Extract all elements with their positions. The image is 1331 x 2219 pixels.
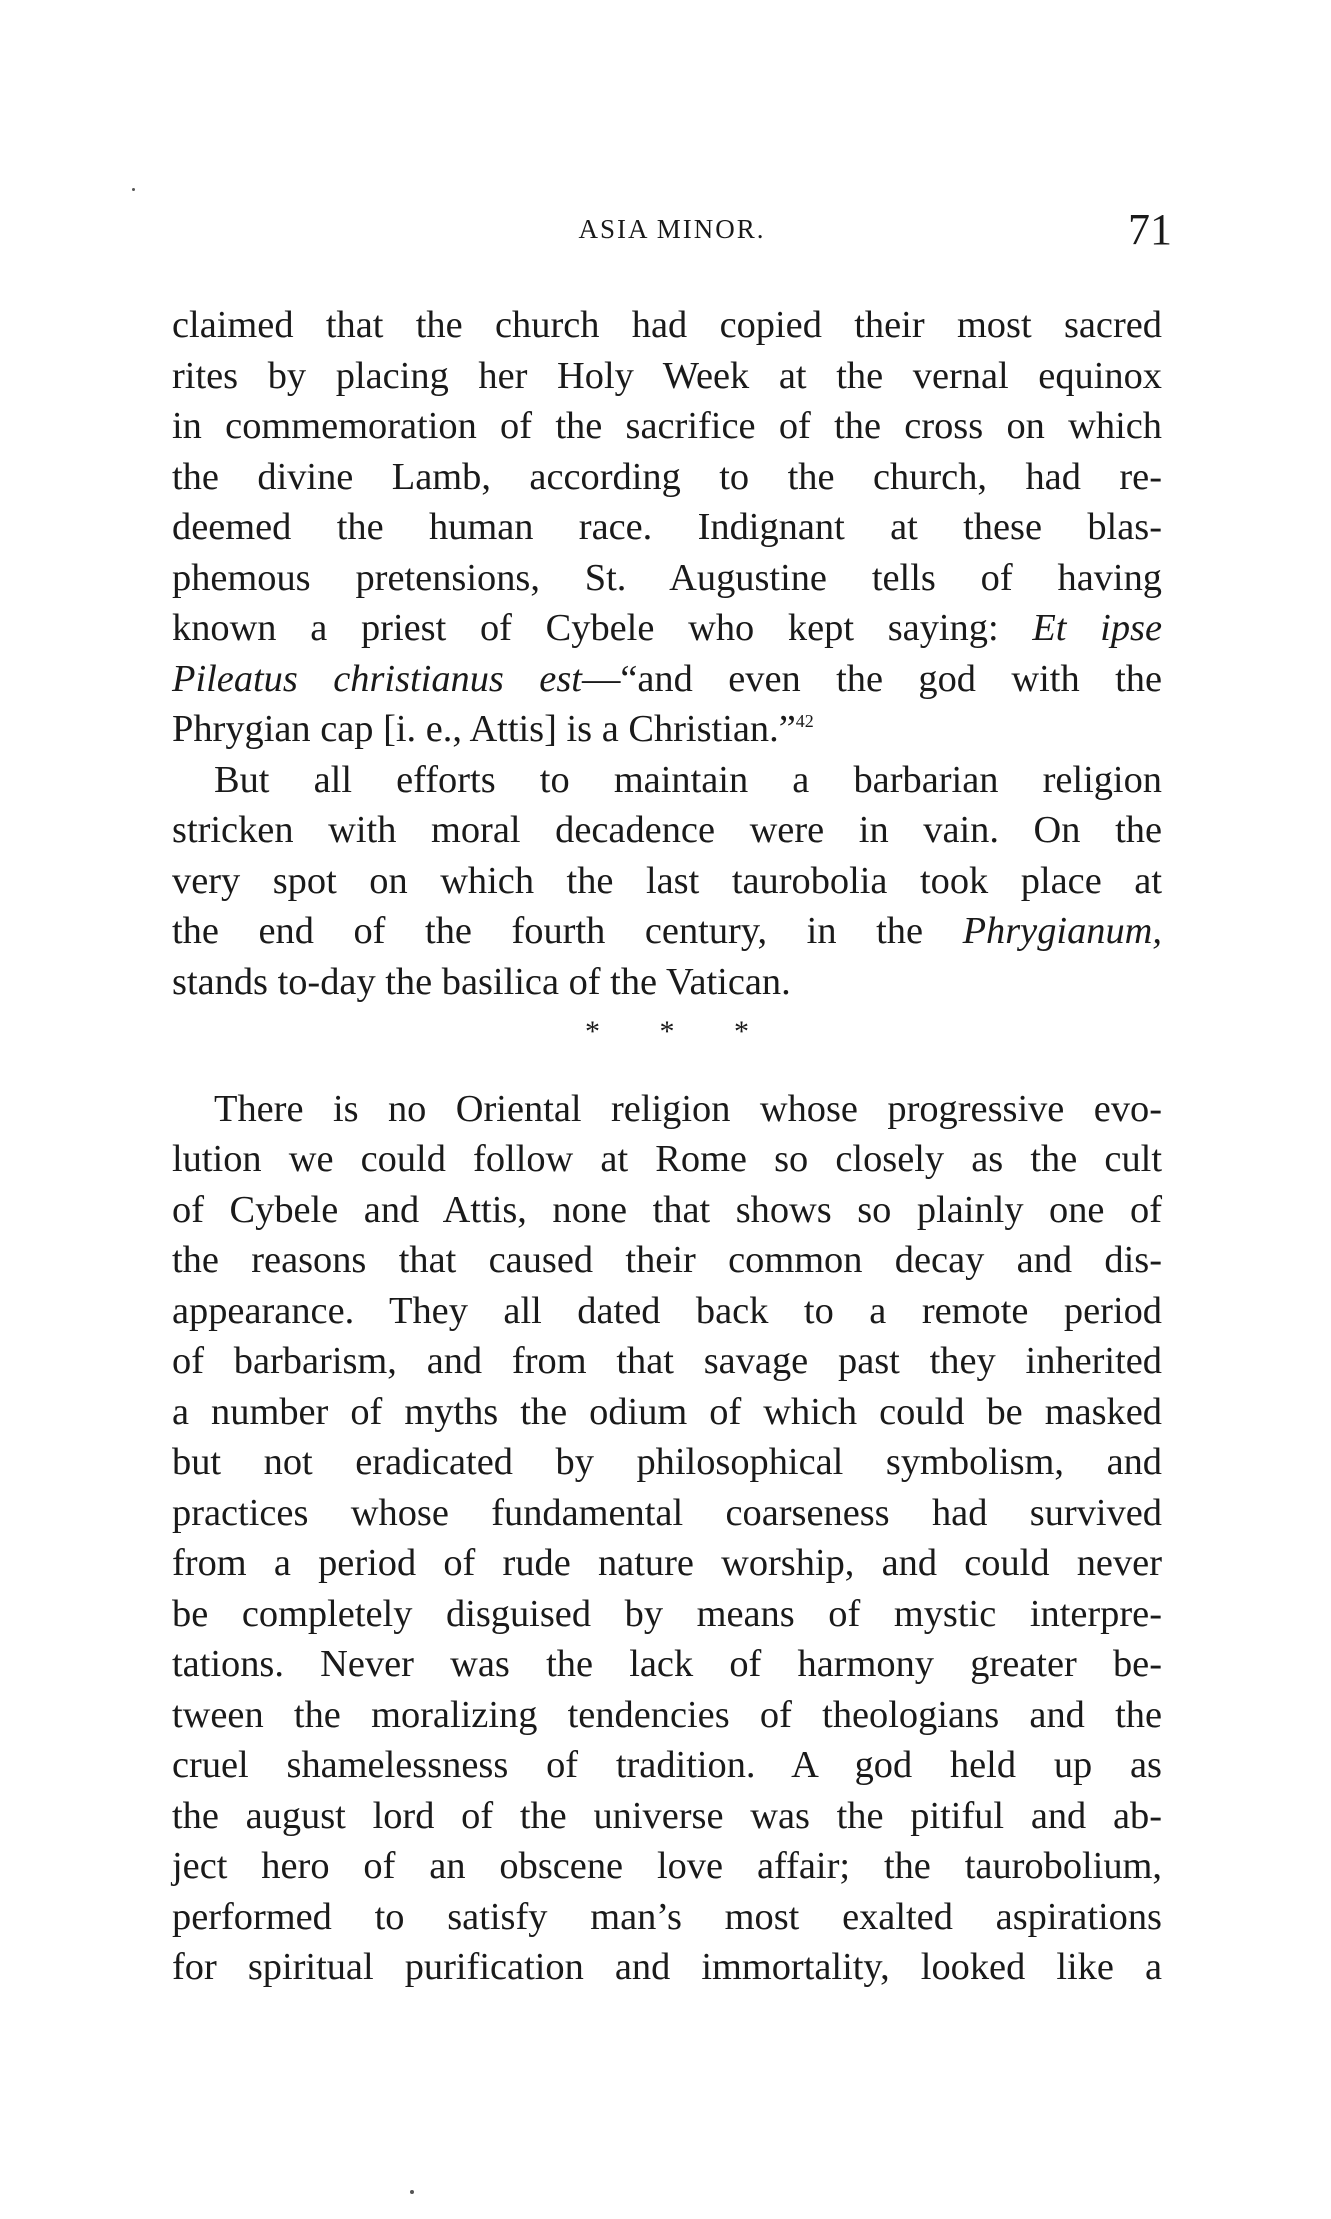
text-line: be completely disguised by means of mystic interpre-	[172, 1592, 1162, 1635]
text-line: of barbarism, and from that savage past they inherited	[172, 1340, 1162, 1382]
text-line: the divine Lamb, according to the church, had re-	[172, 455, 1162, 498]
text-line: stricken with moral decadence were in vain. On the	[172, 809, 1162, 851]
text-fragment: the end of the fourth century, in the	[172, 910, 963, 952]
running-head	[172, 204, 1172, 264]
text-line: of Cybele and Attis, none that shows so plainly one of	[172, 1188, 1162, 1231]
text-line: from a period of rude nature worship, and could never	[172, 1542, 1162, 1584]
latin-quote: Et ipse	[1032, 607, 1162, 649]
text-line: But all efforts to maintain a barbarian religion	[214, 758, 1162, 801]
print-speck	[132, 188, 135, 191]
body-text	[172, 300, 1162, 1993]
text-line: lution we could follow at Rome so closely as the cult	[172, 1138, 1162, 1180]
text-line: ject hero of an obscene love affair; the taurobolium,	[172, 1845, 1162, 1887]
text-fragment: Phrygian cap [i. e., Attis] is a Christian.”	[172, 708, 796, 750]
italic-term: Phrygianum,	[962, 910, 1162, 952]
text-line: claimed that the church had copied their most sacred	[172, 304, 1162, 346]
section-gap	[172, 1058, 1162, 1084]
text-line: rites by placing her Holy Week at the vernal equinox	[172, 354, 1162, 397]
text-line: very spot on which the last taurobolia took place at	[172, 859, 1162, 902]
text-line: stands to-day the basilica of the Vatican.	[172, 960, 791, 1003]
text-line: for spiritual purification and immortality, looked like a	[172, 1946, 1162, 1988]
text-line: practices whose fundamental coarseness had survived	[172, 1491, 1162, 1534]
text-line: in commemoration of the sacrifice of the cross on which	[172, 405, 1162, 447]
text-line: a number of myths the odium of which could be masked	[172, 1390, 1162, 1433]
text-line: tations. Never was the lack of harmony greater be-	[172, 1643, 1162, 1685]
section-asterism: * * *	[585, 1015, 775, 1048]
page-number: 71	[1128, 205, 1172, 254]
text-line: cruel shamelessness of tradition. A god held up as	[172, 1744, 1162, 1786]
text-line: deemed the human race. Indignant at these blas-	[172, 506, 1162, 548]
text-line	[172, 704, 1162, 755]
text-line	[172, 906, 1162, 957]
text-line: There is no Oriental religion whose progressive evo-	[214, 1087, 1162, 1130]
text-fragment: —“and even the god with the	[581, 657, 1162, 700]
latin-quote: Pileatus christianus est	[172, 657, 582, 700]
text-line: but not eradicated by philosophical symbolism, and	[172, 1441, 1162, 1483]
print-speck	[410, 2190, 414, 2194]
text-line: tween the moralizing tendencies of theologians and the	[172, 1693, 1162, 1736]
footnote-reference: 42	[795, 711, 814, 732]
text-line	[172, 654, 1162, 705]
text-line	[172, 603, 1162, 654]
text-line: phemous pretensions, St. Augustine tells of having	[172, 556, 1162, 599]
text-line: the reasons that caused their common decay and dis-	[172, 1239, 1162, 1281]
running-head-title: ASIA MINOR.	[578, 214, 766, 244]
text-line: appearance. They all dated back to a remote period	[172, 1289, 1162, 1332]
text-line: the august lord of the universe was the pitiful and ab-	[172, 1794, 1162, 1837]
text-fragment: known a priest of Cybele who kept saying:	[172, 607, 1033, 649]
text-line: performed to satisfy man’s most exalted aspirations	[172, 1895, 1162, 1938]
